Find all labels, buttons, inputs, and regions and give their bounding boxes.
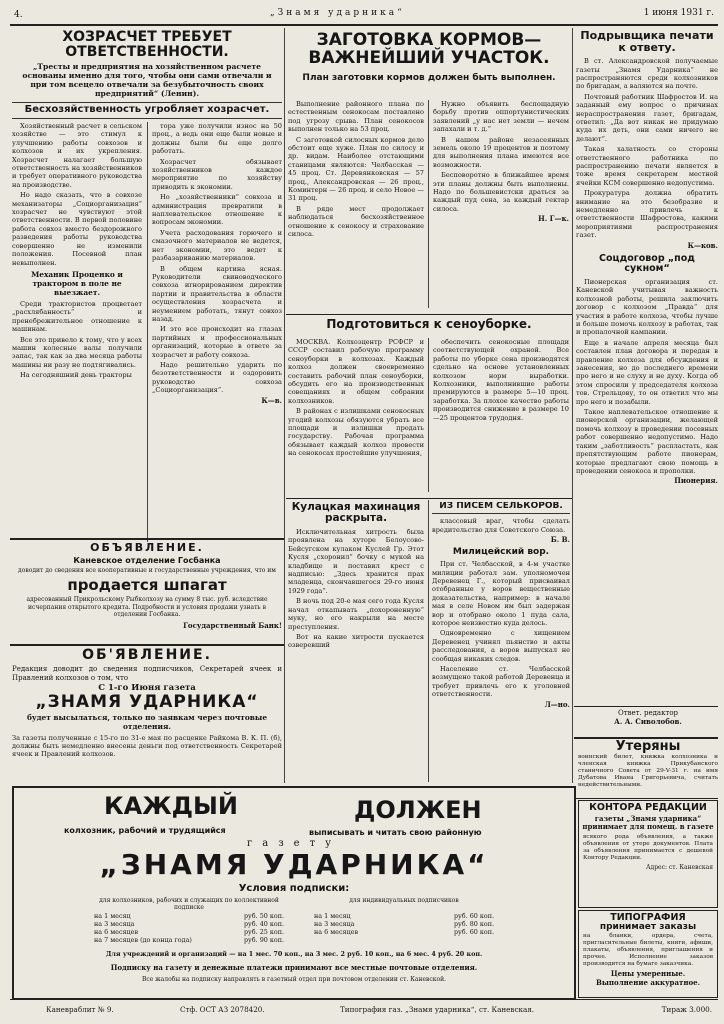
- paragraph: Прокуратура должна обратить внимание на это безобразие и немедленно привлечь к ответственности Шафростова, какими мероприятиями распространения газет.: [576, 189, 718, 240]
- article-hay-harvest: [288, 316, 570, 496]
- signature: Л—но.: [544, 699, 570, 709]
- ad-gazeta: газету: [247, 838, 341, 849]
- article-headline: ХОЗРАСЧЕТ ТРЕБУЕТ ОТВЕТСТВЕННОСТИ.: [62, 30, 232, 60]
- ad-signature: Государственный Банк!: [183, 620, 282, 630]
- article-letters: [432, 502, 570, 782]
- paragraph: Но надо сказать, что в совхозе механизаторы „Социорганизация“ хозрасчет не чувствуют этой ответственности. В первой половине работа совхоз вместо бездорожного разведения работы руководства совершенно не изменили положения. Посевной план невыполнен.: [12, 191, 142, 267]
- notice-footer: Выполнение аккуратное.: [595, 978, 701, 988]
- article-headline: Подрывщика печати к ответу.: [580, 30, 714, 54]
- ad-word-must: ДОЛЖЕН: [354, 796, 482, 824]
- price-row: [94, 912, 284, 920]
- paragraph: Надо решительно ударить по безответственности и оздоровить руководство совхоза „Социорганизация“.: [152, 360, 282, 395]
- ad-redaktsiya: [12, 648, 282, 778]
- price-row: [314, 928, 494, 936]
- price-row: [314, 912, 494, 920]
- term: на 6 месяцев: [94, 928, 139, 936]
- term: на 1 месяц: [314, 912, 351, 920]
- notice-text: на бланки, ордера, счета, пригласительные билеты, книги, афиши, плакаты, объявления, приглашения и прочее. Исполнение заказов производится на бумаге заказчика.: [583, 933, 713, 968]
- paragraph: Исключительная хитрость была проявлена на хуторе Белоусово-Бейсугском кулаком Куслей Гр. Этот Кусля „схоронил“ бочку с мукой на кладбище и поставил крест с надписью: „Здесь хранится прах младенца, скончавшегося 29-го июня 1929 года“.: [288, 528, 424, 595]
- ad-sale: продается шпагат: [67, 576, 227, 595]
- article-headline: Подготовиться к сеноуборке.: [326, 317, 532, 331]
- notice-text: всякого рода объявления, а также объявления от утере документов. Плата за объявления принимается с дешевой Контору Редакции.: [583, 833, 713, 861]
- paragraph: Такое наплевательское отношение к пионерской организации, желающей помочь колхозу в проведении посевных работ совершенно недопустимо. Надо таким „заботливость“ распластать, как препятствующим работе пионерам, которые предлагают свою помощь в проведении сенокоса и прополки.: [576, 408, 718, 475]
- notice-office: [578, 800, 718, 908]
- paragraph: Такая халатность со стороны ответственного работника по распространению печати является в тоже время секретарем местной ячейки КСМ совершенно недопустима.: [576, 145, 718, 187]
- page-header: [10, 6, 718, 22]
- article-headline: ЗАГОТОВКА КОРМОВ—ВАЖНЕЙШИЙ УЧАСТОК.: [308, 30, 550, 68]
- ad-text: Редакция доводит до сведения подписчиков, Секретарей ячеек и Правлений колхозов о том, что: [12, 664, 282, 682]
- paragraph: Но „хозяйственники“ совхоза и администрация превратили в наплевательское отношение к вопросам экономии.: [152, 193, 282, 227]
- paragraph: В ст. Александровской получаемые газеты „Знамя Ударника“ не распространяются среди колхозников по бригадам, а валяются на почте.: [576, 57, 718, 91]
- notice-footer: Цены умеренные.: [610, 969, 686, 979]
- ad-sub-right: выписывать и читать свою районную: [309, 828, 482, 837]
- notice-lost: [578, 740, 718, 794]
- paragraph: Хозяйственный расчет в сельском хозяйстве — это стимул к улучшению работы совхозов и колхозов и их укрепления. Хозрасчет налагает большую ответственность на хозяйственников и требует оперативного руководства на производстве.: [12, 122, 142, 189]
- notice-headline: Утеряны: [615, 740, 681, 754]
- paragraph: МОСКВА. Колхозцентр РСФСР и СССР составил рабочую программу сеноуборки в колхозах. Каждый колхоз должен своевременно составить рабочий план сеноуборки, обсудить его на производственных совещаниях и общем собрании колхозников.: [288, 338, 424, 405]
- term: на 6 месяцев: [314, 928, 359, 936]
- price: руб. 90 коп.: [243, 936, 284, 944]
- ad-right-head: для индивидуальных подписчиков: [349, 897, 459, 904]
- price: руб. 60 коп.: [453, 928, 494, 936]
- paragraph: С заготовкой силосных кормов дело обстоит еще хуже. План по силосу и др. видам. Наиболее отстающими станицами являются: Челбасская — 45 проц. Ст. Деревянковская — 57 проц., Александровская — 26 проц., Коминтерн — 26 проц. и село Новое — 31 проц.: [288, 135, 424, 203]
- article-subhead: Соцдоговор „под сукном“: [599, 253, 695, 274]
- newspaper-name: „Знамя ударника“: [270, 8, 405, 18]
- ad-paper: „ЗНАМЯ УДАРНИКА“: [35, 691, 259, 712]
- footer-circulation: Тираж 3.000.: [661, 1005, 712, 1014]
- article-kulak: [288, 502, 424, 782]
- ad-title: ОБЪЯВЛЕНИЕ.: [90, 542, 204, 554]
- price: руб. 60 коп.: [453, 912, 494, 920]
- ad-paper: „ЗНАМЯ УДАРНИКА“: [99, 848, 489, 881]
- ad-left-head: для колхозников, рабочих и служащих по коллективной подписке: [99, 897, 279, 911]
- paragraph: Бесповоротно в ближайшее время эти планы должны быть выполнены. Надо по большевистски драться за каждый пуд сена, за каждый гектар силоса.: [433, 171, 569, 213]
- price-row: [94, 920, 284, 928]
- lenin-quote: „Тресты и предприятия на хозяйственном расчете основаны именно для того, чтобы они сами отвечали и при том всецело отвечали за безубыточность своих предприятий“ (Ленин).: [22, 62, 272, 99]
- article-headline: ИЗ ПИСЕМ СЕЛЬКОРОВ.: [432, 502, 570, 514]
- paragraph: В нашем районе незасеянных земель около 19 процентов и поэтому для выполнения плана имеются все возможности.: [433, 135, 569, 169]
- page-footer: [10, 1002, 718, 1020]
- notice-subhead: принимает заказы: [599, 921, 697, 932]
- article-press-saboteur: [576, 30, 718, 705]
- ad-subscription: [12, 786, 576, 1000]
- paragraph: В ночь под 20-е мая сего года Кусля начал откапывать „похороненную“ муку, но его накрыли на месте преступления.: [288, 597, 424, 631]
- price: руб. 80 коп.: [453, 920, 494, 928]
- ad-sub-left: колхозник, рабочий и трудящийся: [64, 826, 226, 835]
- term: на 1 месяц: [94, 912, 131, 920]
- inline-subhead: Механик Проценко и трактором в поле не выезжает.: [31, 269, 123, 297]
- term: на 7 месяцев (до конца года): [94, 936, 192, 944]
- paragraph: Хозрасчет обязывает хозяйственников каждое мероприятие по хозяйству приводить к экономии.: [152, 157, 282, 191]
- article-subhead: Милицейский вор.: [452, 546, 550, 557]
- paragraph: И это все происходит на глазах партийных и профессиональных организаций, которые в ответе за хозрасчет и работу совхоза.: [152, 325, 282, 359]
- paragraph: классовый враг, чтобы сделать вредительство для Советского Союза.: [432, 517, 570, 534]
- paragraph: Население ст. Челбасской возмущено такой работой Деревенца и требует привлечь его к уголовной ответственности.: [432, 664, 570, 699]
- page-number: 4.: [14, 10, 23, 20]
- paragraph: При ст. Челбасской, в 4-м участке милиции работал зам. уполномочен Деревенец Г., который присваивал отобранные у воров вещественные доказательства, например: в начале мая в селе Новом им был задержан вор и отобрано около 1 пуда сала, которое неизвестно куда делось.: [432, 560, 570, 627]
- term: на 3 месяца: [94, 920, 135, 928]
- ad-conditions: Условия подписки:: [238, 883, 350, 894]
- price-table-collective: [94, 912, 284, 944]
- footer-mid: Стф. ОСТ АЗ 2078420.: [180, 1005, 265, 1014]
- ad-note: Все жалобы на подписку направлять в газетный отдел при почтовом отделении ст. Каневской.: [141, 976, 447, 983]
- signature: Б. В.: [550, 535, 570, 545]
- issue-date: 1 июня 1931 г.: [643, 8, 714, 18]
- notice-address: Адрес: ст. Каневская: [645, 863, 713, 871]
- paragraph: В общем картина ясная. Руководители свиноводческого совхоза игнорированием директив партии и правительства в области осуществления хозрасчета и неумением работать, тянут совхоз назад.: [152, 264, 282, 323]
- price-row: [314, 920, 494, 928]
- price: руб. 40 коп.: [243, 920, 284, 928]
- article-fodder: [288, 30, 570, 312]
- ad-title: ОБ'ЯВЛЕНИЕ.: [82, 648, 212, 663]
- paragraph: Еще в начале апреля месяца был составлен план договора и передан в правление колхоза для обсуждения и занесения, но до последнего времени про него и не слуху и не духу. Когда об этом спросили у председателя колхоза тов. Стрельцову, то он ответил что мы про него и позабыли.: [576, 338, 718, 406]
- ad-text: За газеты полученные с 15-го по 31-е мая по расценке Райкома В. К. П. (б), должны быть немедленно внесены деньги под ответственность Секретарей ячеек и Правлений колхозов.: [12, 733, 282, 759]
- ad-note: Подписку на газету и денежные платежи принимают все местные почтовые отделения.: [110, 963, 478, 972]
- price-row: [94, 936, 284, 944]
- ad-date-line: С 1-го Июня газета: [98, 682, 196, 693]
- notice-headline: КОНТОРА РЕДАКЦИИ: [589, 802, 707, 813]
- ad-institutions: Для учреждений и организаций — на 1 мес. 70 коп., на 3 мес. 2 руб. 10 коп., на 6 мес. 4 руб. 20 коп.: [105, 950, 483, 958]
- article-hozraschet: [12, 30, 282, 550]
- signature: Н. Г—к.: [538, 214, 569, 224]
- article-subhead: План заготовки кормов должен быть выполнен.: [302, 72, 556, 83]
- paragraph: Выполнение районного плана по естественным сенокосам поставлено под угрозу срыва. План сенокосов выполнен только на 53 проц.: [288, 100, 424, 134]
- paragraph: обеспечить сенокосные площади соответствующей охраной. Все работы по уборке сена производятся сдельно на основе установленных колхозом норм выработки. Колхозники, выполнившие работы премируются в размере 5—10 проц. заработка. За плохое качество работы производится снижение в размере 10—25 процентов трудодня.: [433, 338, 569, 422]
- paragraph: Пионерская организация ст. Каневской учитывая важность колхозной работы, решила заключить договор с колхозом „Правда“ для участия в работе колхоза, чтобы лучше и больше помочь колхозу в работах, так и пропалочной кампании.: [576, 277, 718, 337]
- article-headline: Кулацкая махинация раскрыта.: [291, 502, 421, 525]
- ad-text: доводит до сведения все кооперативные и государственные учреждения, что им: [18, 566, 276, 574]
- notice-text: газеты „Знамя ударника“ принимает для помещ. в газете: [582, 813, 714, 832]
- price: руб. 50 коп.: [243, 912, 284, 920]
- signature: Пионерия.: [674, 476, 718, 486]
- ad-word-every: КАЖДЫЙ: [104, 792, 238, 820]
- notice-headline: ТИПОГРАФИЯ: [610, 912, 686, 923]
- paragraph: Среди трактористов процветает „расхлябанность“ и пренебрежительное отношение к машинам.: [12, 299, 142, 334]
- notice-text: воинский билет, книжка колхозника и членская книжка Прикубанского станичного Совета от 29-V-31 г. на имя Дубатова Ивана Григорьевича, считать недействительными.: [578, 753, 718, 788]
- ad-gosbank: [12, 542, 282, 642]
- editor-name: А. А. Сиволобов.: [614, 717, 682, 726]
- paragraph: На сегодняшний день тракторы: [20, 371, 132, 380]
- paragraph: Все это привело к тому, что у всех машин колесные валы получили запас, так как за два месяца работы машины ни разу не подтягивались.: [12, 335, 142, 369]
- notice-printing: [578, 910, 718, 998]
- footer-left: Каневраблит № 9.: [46, 1005, 114, 1014]
- price-row: [94, 928, 284, 936]
- paragraph: В ряде мест продолжает наблюдаться бесхозяйственное отношение к сенокосу и страхование силоса.: [288, 204, 424, 239]
- signature: К—ков.: [687, 240, 718, 250]
- paragraph: Учета расходования горючего и смазочного материалов не ведется, нет экономии, это ведет к разбазариванию материалов.: [152, 228, 282, 263]
- price-table-individual: [314, 912, 494, 936]
- paragraph: тора уже получили износ на 50 проц., а ведь они еще были новые и должны были бы еще долго работать.: [152, 122, 282, 156]
- article-subhead: Бесхозяйственность угробляет хозрасчет.: [12, 102, 282, 119]
- price: руб. 25 коп.: [243, 928, 284, 936]
- paragraph: Одновременно с хищением Деревенец учинял пьянство и акты расследования, а воров выпускал не сообщая никаких следов.: [432, 629, 570, 663]
- editor-block: [578, 709, 718, 737]
- paragraph: В районах с излишками сенокосных угодий колхозы обязуются убрать все площади и излишки продать государству. Рабочая программа обязывает каждый колхоз провести на сенокосах простейшие улучшения,: [288, 407, 424, 458]
- paragraph: Почтовый работник Шафростов И. на заданный ему вопрос о причинах нераспространения газет, бригадам, ответил: „Да вот никак не придумаю куда их деть, они сами ничего не делают“.: [576, 92, 718, 143]
- term: на 3 месяца: [314, 920, 355, 928]
- ad-text: адресованный Прикрольскому Рыбколхозу на сумму 8 тыс. руб. вследствие исчерпания открытого кредита. Подробности и условия продажи узнать в отделении Госбанка.: [26, 596, 268, 619]
- signature: К—в.: [261, 395, 282, 405]
- paragraph: Вот на какие хитрости пускается озверевший: [288, 632, 424, 650]
- paragraph: Нужно объявить беспощадную борьбу против оппортунистических заявлений „у нас нет земли — нечем запахали и т. д.“: [433, 100, 569, 134]
- ad-text: будет высылаться, только по заявкам через почтовые отделения.: [26, 712, 268, 731]
- ad-org: Каневское отделение Госбанка: [73, 555, 221, 565]
- footer-right: Типография газ. „Знамя ударника“, ст. Каневская.: [340, 1005, 535, 1014]
- editor-label: Ответ. редактор: [617, 709, 679, 717]
